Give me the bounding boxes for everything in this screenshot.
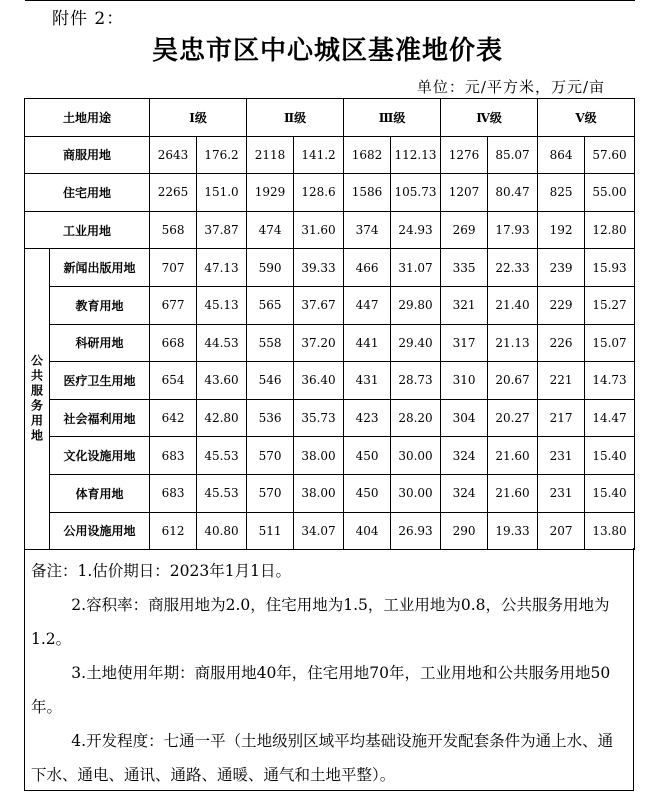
price-cell: 151.0 — [197, 174, 247, 212]
attachment-label: 附件 2： — [52, 9, 125, 29]
price-cell: 450 — [344, 474, 391, 512]
price-cell: 226 — [538, 324, 585, 362]
price-cell: 30.00 — [391, 474, 441, 512]
price-cell: 374 — [344, 211, 391, 249]
price-cell: 221 — [538, 362, 585, 400]
price-cell: 239 — [538, 249, 585, 287]
price-cell: 37.87 — [197, 211, 247, 249]
price-cell: 558 — [247, 324, 294, 362]
price-cell: 28.73 — [391, 362, 441, 400]
price-cell: 2265 — [150, 174, 197, 212]
row-label: 科研用地 — [50, 324, 150, 362]
price-cell: 511 — [247, 512, 294, 550]
header-level-1: Ⅰ级 — [150, 99, 247, 137]
price-cell: 192 — [538, 211, 585, 249]
header-usage: 土地用途 — [25, 99, 150, 137]
price-cell: 85.07 — [488, 136, 538, 174]
price-cell: 1929 — [247, 174, 294, 212]
table-row — [25, 474, 635, 512]
table-row — [25, 286, 635, 324]
row-label: 工业用地 — [25, 211, 150, 249]
price-cell: 677 — [150, 286, 197, 324]
price-cell: 2643 — [150, 136, 197, 174]
table-row — [25, 512, 635, 550]
price-cell: 404 — [344, 512, 391, 550]
price-cell: 447 — [344, 286, 391, 324]
price-cell: 15.07 — [585, 324, 635, 362]
price-cell: 1276 — [441, 136, 488, 174]
price-cell: 40.80 — [197, 512, 247, 550]
price-cell: 570 — [247, 474, 294, 512]
price-cell: 36.40 — [294, 362, 344, 400]
price-cell: 80.47 — [488, 174, 538, 212]
price-cell: 590 — [247, 249, 294, 287]
price-cell: 683 — [150, 474, 197, 512]
header-level-2: Ⅱ级 — [247, 99, 344, 137]
header-level-3: Ⅲ级 — [344, 99, 441, 137]
price-cell: 612 — [150, 512, 197, 550]
price-cell: 20.27 — [488, 399, 538, 437]
price-cell: 21.40 — [488, 286, 538, 324]
price-cell: 37.67 — [294, 286, 344, 324]
price-cell: 15.40 — [585, 474, 635, 512]
price-cell: 668 — [150, 324, 197, 362]
price-cell: 466 — [344, 249, 391, 287]
price-cell: 45.53 — [197, 474, 247, 512]
price-cell: 43.60 — [197, 362, 247, 400]
price-cell: 310 — [441, 362, 488, 400]
price-cell: 14.47 — [585, 399, 635, 437]
price-cell: 17.93 — [488, 211, 538, 249]
price-cell: 1682 — [344, 136, 391, 174]
price-cell: 26.93 — [391, 512, 441, 550]
note-2: 2.容积率：商服用地为2.0，住宅用地为1.5，工业用地为0.8，公共服务用地为1.2。 — [31, 596, 610, 648]
public-service-group-label: 公共服务用地 — [25, 249, 50, 550]
notes-box — [24, 548, 634, 791]
price-cell: 15.40 — [585, 437, 635, 475]
price-cell: 31.60 — [294, 211, 344, 249]
price-cell: 324 — [441, 437, 488, 475]
price-cell: 423 — [344, 399, 391, 437]
table-row — [25, 174, 635, 212]
price-cell: 21.13 — [488, 324, 538, 362]
table-row — [25, 362, 635, 400]
price-cell: 176.2 — [197, 136, 247, 174]
price-cell: 39.33 — [294, 249, 344, 287]
price-cell: 825 — [538, 174, 585, 212]
price-cell: 128.6 — [294, 174, 344, 212]
price-cell: 317 — [441, 324, 488, 362]
price-cell: 24.93 — [391, 211, 441, 249]
price-cell: 31.07 — [391, 249, 441, 287]
row-label: 医疗卫生用地 — [50, 362, 150, 400]
price-cell: 707 — [150, 249, 197, 287]
price-cell: 38.00 — [294, 437, 344, 475]
price-cell: 45.13 — [197, 286, 247, 324]
price-cell: 13.80 — [585, 512, 635, 550]
price-cell: 29.80 — [391, 286, 441, 324]
land-price-table — [24, 98, 635, 550]
price-cell: 450 — [344, 437, 391, 475]
price-cell: 231 — [538, 474, 585, 512]
price-cell: 654 — [150, 362, 197, 400]
price-cell: 20.67 — [488, 362, 538, 400]
price-cell: 141.2 — [294, 136, 344, 174]
table-row — [25, 324, 635, 362]
price-cell: 431 — [344, 362, 391, 400]
header-level-4: Ⅳ级 — [441, 99, 538, 137]
price-cell: 19.33 — [488, 512, 538, 550]
row-label: 体育用地 — [50, 474, 150, 512]
price-cell: 44.53 — [197, 324, 247, 362]
price-cell: 30.00 — [391, 437, 441, 475]
price-cell: 105.73 — [391, 174, 441, 212]
row-label: 文化设施用地 — [50, 437, 150, 475]
price-cell: 207 — [538, 512, 585, 550]
price-cell: 1586 — [344, 174, 391, 212]
price-cell: 229 — [538, 286, 585, 324]
price-cell: 335 — [441, 249, 488, 287]
table-row — [25, 437, 635, 475]
price-cell: 269 — [441, 211, 488, 249]
price-cell: 12.80 — [585, 211, 635, 249]
price-cell: 324 — [441, 474, 488, 512]
price-cell: 474 — [247, 211, 294, 249]
price-cell: 47.13 — [197, 249, 247, 287]
price-cell: 22.33 — [488, 249, 538, 287]
price-cell: 864 — [538, 136, 585, 174]
row-label: 商服用地 — [25, 136, 150, 174]
price-cell: 28.20 — [391, 399, 441, 437]
price-cell: 34.07 — [294, 512, 344, 550]
table-row — [25, 399, 635, 437]
row-label: 公用设施用地 — [50, 512, 150, 550]
price-cell: 217 — [538, 399, 585, 437]
price-cell: 304 — [441, 399, 488, 437]
price-cell: 29.40 — [391, 324, 441, 362]
price-cell: 321 — [441, 286, 488, 324]
table-row — [25, 211, 635, 249]
price-cell: 21.60 — [488, 474, 538, 512]
note-3: 3.土地使用年期：商服用地40年，住宅用地70年，工业用地和公共服务用地50年。 — [31, 664, 611, 716]
note-4: 4.开发程度：七通一平（土地级别区域平均基础设施开发配套条件为通上水、通下水、通电、通讯、通路、通暖、通气和土地平整）。 — [31, 732, 614, 784]
table-row — [25, 249, 635, 287]
price-cell: 15.93 — [585, 249, 635, 287]
price-cell: 15.27 — [585, 286, 635, 324]
price-cell: 546 — [247, 362, 294, 400]
row-label: 教育用地 — [50, 286, 150, 324]
header-row — [25, 99, 635, 137]
price-cell: 42.80 — [197, 399, 247, 437]
price-cell: 38.00 — [294, 474, 344, 512]
price-cell: 45.53 — [197, 437, 247, 475]
price-cell: 231 — [538, 437, 585, 475]
price-cell: 441 — [344, 324, 391, 362]
row-label: 社会福利用地 — [50, 399, 150, 437]
unit-note: 单位：元/平方米，万元/亩 — [416, 78, 605, 96]
top-rule — [25, 0, 635, 1]
price-cell: 1207 — [441, 174, 488, 212]
note-1: 备注：1.估价期日：2023年1月1日。 — [31, 562, 291, 580]
price-cell: 55.00 — [585, 174, 635, 212]
page-title: 吴忠市区中心城区基准地价表 — [151, 36, 503, 66]
header-level-5: Ⅴ级 — [538, 99, 635, 137]
price-cell: 290 — [441, 512, 488, 550]
table-row — [25, 136, 635, 174]
price-cell: 2118 — [247, 136, 294, 174]
price-cell: 21.60 — [488, 437, 538, 475]
price-cell: 570 — [247, 437, 294, 475]
price-cell: 568 — [150, 211, 197, 249]
price-cell: 683 — [150, 437, 197, 475]
price-cell: 536 — [247, 399, 294, 437]
price-cell: 35.73 — [294, 399, 344, 437]
row-label: 新闻出版用地 — [50, 249, 150, 287]
price-cell: 14.73 — [585, 362, 635, 400]
row-label: 住宅用地 — [25, 174, 150, 212]
price-cell: 565 — [247, 286, 294, 324]
price-cell: 642 — [150, 399, 197, 437]
price-cell: 57.60 — [585, 136, 635, 174]
price-cell: 112.13 — [391, 136, 441, 174]
price-cell: 37.20 — [294, 324, 344, 362]
